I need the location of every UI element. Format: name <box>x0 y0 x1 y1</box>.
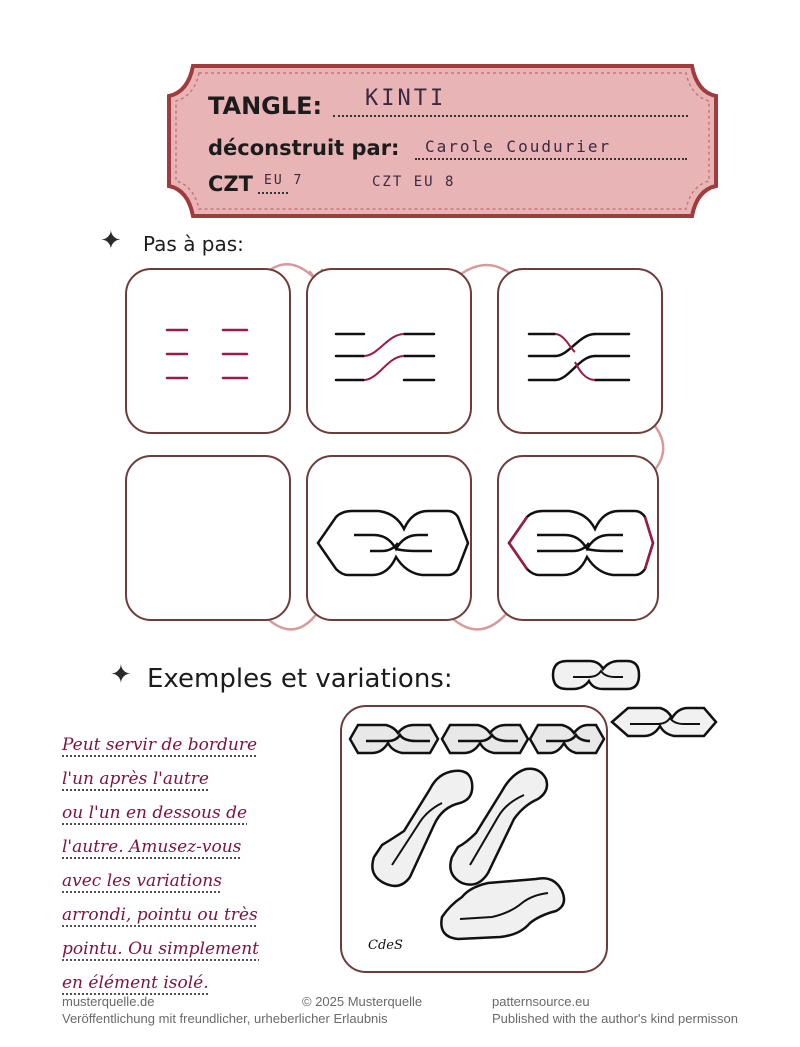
czt-value-1: EU 7 <box>264 173 304 188</box>
step-2-drawing <box>308 270 474 436</box>
deconstructed-by: Carole Coudurier <box>425 137 612 156</box>
step-3-drawing <box>499 270 665 436</box>
variation-notes <box>62 728 332 1000</box>
step-5-drawing <box>308 457 474 623</box>
example-drawing <box>342 707 610 975</box>
note-line: l'un après l'autre <box>62 769 209 789</box>
step-4-drawing <box>499 457 661 623</box>
footer-permission-en: Published with the author's kind permisson <box>492 1011 739 1026</box>
czt-value-2: CZT EU 8 <box>372 174 456 190</box>
footer-site-de: musterquelle.de <box>62 994 155 1009</box>
czt-label: CZT <box>208 172 253 196</box>
example-tile <box>340 705 608 973</box>
step-6-tile <box>125 455 291 621</box>
example-kinti-rounded <box>545 655 645 695</box>
note-line: ou l'un en dessous de <box>62 803 248 823</box>
deconstructed-label: déconstruit par: <box>208 136 400 160</box>
star-icon: ✦ <box>110 660 132 690</box>
tangle-label: TANGLE: <box>208 92 323 120</box>
note-line: Peut servir de bordure <box>62 735 258 755</box>
note-line: arrondi, pointu ou très <box>62 905 258 925</box>
step-1-drawing <box>127 270 293 436</box>
note-line: avec les variations <box>62 871 222 891</box>
note-line: l'autre. Amusez-vous <box>62 837 242 857</box>
signature: CdeS <box>368 938 403 953</box>
step-5-tile <box>306 455 472 621</box>
example-kinti-pointed <box>608 700 720 744</box>
examples-title: Exemples et variations: <box>147 664 453 694</box>
tangle-name: KINTI <box>365 86 447 111</box>
note-line: pointu. Ou simplement <box>62 939 260 959</box>
footer-permission-de: Veröffentlichung mit freundlicher, urheberlicher Erlaubnis <box>62 1011 388 1026</box>
note-line: en élément isolé. <box>62 973 209 993</box>
step-2-tile <box>306 268 472 434</box>
star-icon: ✦ <box>100 226 122 256</box>
step-3-tile <box>497 268 663 434</box>
step-4-tile <box>497 455 659 621</box>
step-1-tile <box>125 268 291 434</box>
steps-title: Pas à pas: <box>143 232 244 256</box>
footer-copyright: © 2025 Musterquelle <box>302 994 423 1009</box>
footer-site-eu: patternsource.eu <box>492 994 590 1009</box>
